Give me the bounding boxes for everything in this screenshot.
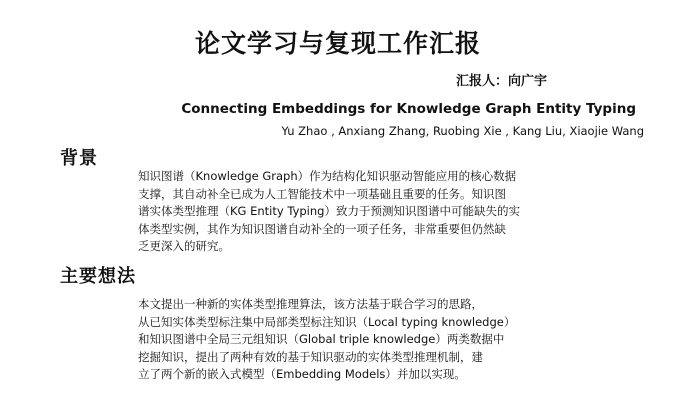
paper-authors: Yu Zhao , Anxiang Zhang, Ruobing Xie , Kang Liu, Xiaojie Wang	[281, 124, 644, 138]
background-paragraph	[138, 168, 538, 256]
report-title: 论文学习与复现工作汇报	[194, 29, 481, 58]
paper-title: Connecting Embeddings for Knowledge Graph Entity Typing	[181, 101, 636, 117]
method-paragraph	[138, 296, 528, 384]
method-line: 立了两个新的嵌入式模型（Embedding Models）并加以实现。	[138, 367, 466, 381]
method-line: 本文提出一种新的实体类型推理算法，该方法基于联合学习的思路，	[138, 297, 483, 311]
method-line: 挖掘知识，提出了两种有效的基于知识驱动的实体类型推理机制，建	[138, 349, 483, 364]
method-line: 和知识图谱中全局三元组知识（Global triple knowledge）两类数据中	[138, 332, 505, 346]
reporter-name: 汇报人：向广宇	[456, 74, 548, 89]
background-line: 支撑，其自动补全已成为人工智能技术中一项基础且重要的任务。知识图	[138, 186, 506, 201]
background-line: 知识图谱（Knowledge Graph）作为结构化知识驱动智能应用的核心数据	[138, 169, 517, 183]
background-line: 乏更深入的研究。	[138, 239, 230, 253]
background-line: 体类型实例，其作为知识图谱自动补全的一项子任务，非常重要但仍然缺	[138, 221, 506, 236]
background-heading: 背景	[60, 148, 98, 169]
background-line: 谱实体类型推理（KG Entity Typing）致力于预测知识图谱中可能缺失的实	[138, 204, 520, 218]
method-heading: 主要想法	[60, 266, 136, 287]
method-line: 从已知实体类型标注集中局部类型标注知识（Local typing knowledge）	[138, 314, 516, 329]
